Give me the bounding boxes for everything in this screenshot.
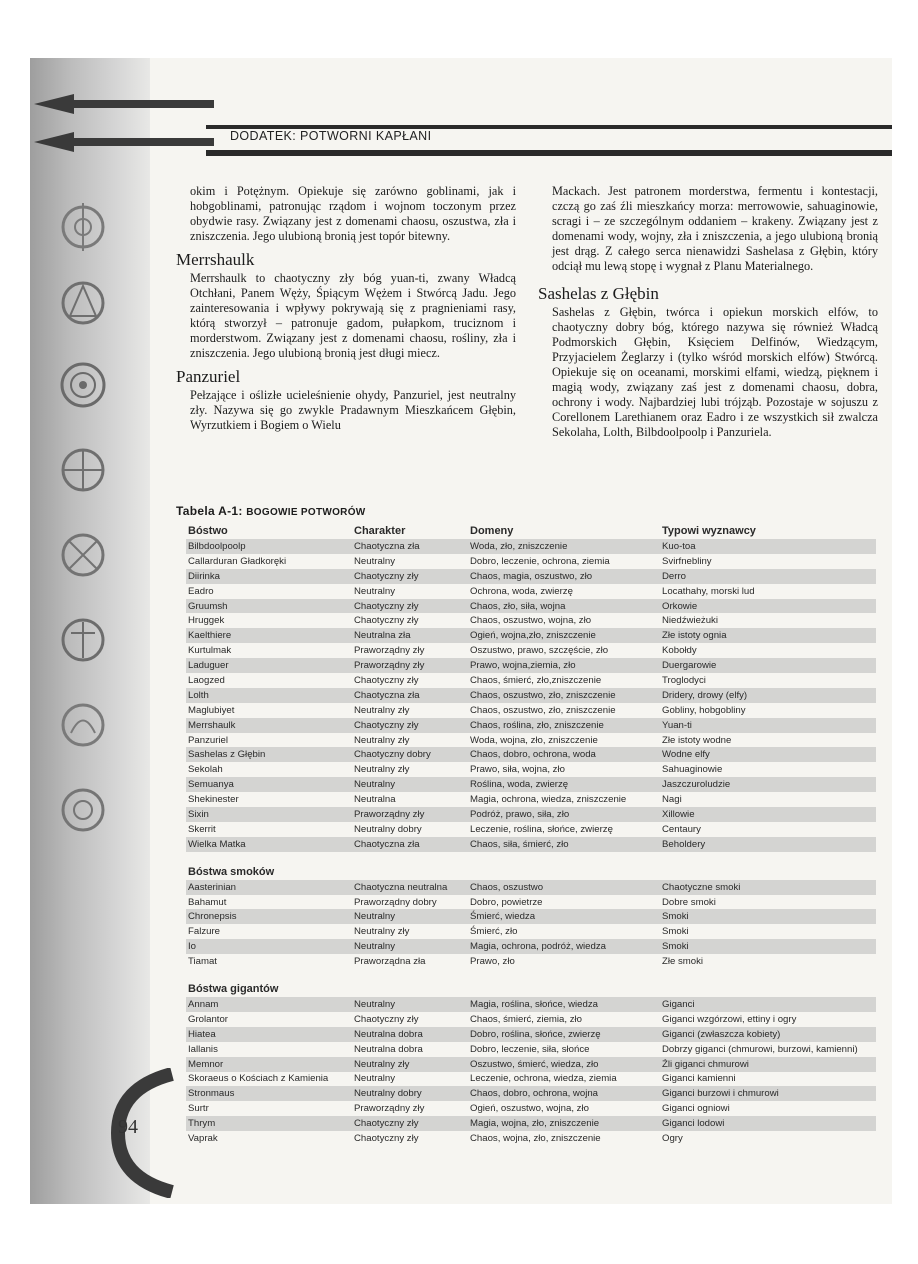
table-cell: Sekolah — [188, 764, 223, 776]
table-cell: Chaotyczna zła — [352, 539, 468, 554]
right-column — [538, 184, 878, 440]
table-cell: Maglubiyet — [188, 704, 235, 716]
table-cell: Skerrit — [188, 823, 216, 835]
table-cell: Vaprak — [188, 1133, 218, 1144]
table-cell: Gobliny, hobgobliny — [662, 704, 746, 716]
table-cell: Bilbdoolpoolp — [186, 539, 352, 554]
table-cell: Smoki — [660, 939, 876, 954]
table-cell: Magia, ochrona, wiedza, zniszczenie — [470, 794, 627, 806]
table-cell: Podróż, prawo, siła, zło — [468, 807, 660, 822]
table-cell: Roślina, woda, zwierzę — [468, 777, 660, 792]
table-cell: Chaotyczna zła — [352, 837, 468, 852]
table-cell: Chaos, zło, siła, wojna — [468, 599, 660, 614]
table-cell: Diirinka — [186, 569, 352, 584]
table-cell: Falzure — [188, 926, 220, 938]
table-cell: Sixin — [186, 807, 352, 822]
table-cell: Wielka Matka — [186, 837, 352, 852]
table-cell: Praworządny zły — [352, 807, 468, 822]
table-cell: Chaotyczny zły — [352, 1116, 468, 1131]
table-row — [186, 1057, 876, 1072]
table-cell: Troglodyci — [662, 674, 706, 686]
column-header: Domeny — [470, 525, 514, 537]
table-cell: Neutralny — [352, 997, 468, 1012]
column-header: Charakter — [354, 525, 406, 537]
table-cell: Skoraeus o Kościach z Kamienia — [188, 1073, 329, 1085]
table-cell: Chaotyczny zły — [354, 615, 419, 627]
holy-symbol-icon — [56, 698, 110, 752]
table-row — [186, 1072, 876, 1087]
table-cell: Złe smoki — [662, 956, 704, 968]
table-row — [186, 643, 876, 658]
table-cell: Dobrzy giganci (chmurowi, burzowi, kamienni) — [662, 1043, 858, 1055]
page-sheet — [30, 58, 892, 1204]
table-cell: Nagi — [662, 794, 682, 806]
table-cell: Stronmaus — [186, 1086, 352, 1101]
table-cell: Neutralny zły — [354, 704, 410, 716]
table-row — [186, 792, 876, 807]
column-header: Typowi wyznawcy — [662, 525, 756, 537]
table-cell: Kaelthiere — [186, 628, 352, 643]
table-cell: Laduguer — [186, 658, 352, 673]
table-title-prefix: Tabela A-1: — [176, 504, 247, 518]
table-cell: Ochrona, woda, zwierzę — [470, 585, 573, 597]
table-cell: Semuanya — [186, 777, 352, 792]
table-row — [186, 718, 876, 733]
column-header: Bóstwo — [188, 525, 228, 537]
table-row — [186, 1012, 876, 1027]
table-cell: Yuan-ti — [660, 718, 876, 733]
body-paragraph: Pełzające i oślizłe ucieleśnienie ohydy, Panzuriel, jest neutralny zły. Nazywa się go zwykle Pradawnym Mieszkańcem Głębin, Wyrzutkiem i Bogiem o Wielu — [190, 388, 516, 432]
table-section-row — [186, 852, 876, 880]
table-cell: Giganci kamienni — [662, 1073, 736, 1085]
table-row — [186, 924, 876, 939]
table-cell: Oszustwo, śmierć, wiedza, zło — [468, 1057, 660, 1072]
table-cell: Niedźwieżuki — [662, 615, 718, 627]
table-cell: Chaos, wojna, zło, zniszczenie — [470, 1133, 601, 1144]
section-heading: Merrshaulk — [176, 250, 255, 269]
table-cell: Śmierć, zło — [470, 926, 518, 938]
table-cell: Chaos, dobro, ochrona, woda — [468, 747, 660, 762]
table-cell: Magia, ochrona, podróż, wiedza — [468, 939, 660, 954]
table-cell: Chaotyczny zły — [352, 599, 468, 614]
table-cell: Centaury — [662, 823, 701, 835]
table-row — [186, 1101, 876, 1116]
table-row — [186, 822, 876, 837]
table-cell: Praworządny zły — [354, 645, 425, 657]
table-row — [186, 747, 876, 762]
header-rule-bottom — [206, 150, 892, 156]
table-cell: Derro — [660, 569, 876, 584]
table-cell: Sashelas z Głębin — [186, 747, 352, 762]
table-cell: Bahamut — [188, 896, 227, 908]
table-section-row — [186, 969, 876, 997]
table-cell: Chaotyczny dobry — [352, 747, 468, 762]
table-cell: Neutralny — [352, 939, 468, 954]
gods-table — [186, 523, 876, 1146]
table-row — [186, 673, 876, 688]
table-cell: Leczenie, ochrona, wiedza, ziemia — [470, 1073, 617, 1085]
table-cell: Neutralny dobry — [354, 823, 422, 835]
table-cell: Neutralny zły — [352, 1057, 468, 1072]
table-cell: Chaos, siła, śmierć, zło — [468, 837, 660, 852]
table-row — [186, 569, 876, 584]
table-cell: Giganci — [660, 997, 876, 1012]
table-cell: Grolantor — [188, 1013, 228, 1025]
table-cell: Chaotyczna neutralna — [352, 880, 468, 895]
table-cell: Prawo, siła, wojna, zło — [470, 764, 565, 776]
table-cell: Kobołdy — [662, 645, 697, 657]
table-cell: Chaos, oszustwo — [468, 880, 660, 895]
table-cell: Śmierć, wiedza — [468, 909, 660, 924]
table-row — [186, 954, 876, 969]
table-cell: Aasterinian — [186, 880, 352, 895]
table-cell: Chaotyczny zły — [354, 674, 419, 686]
table-cell: Chaos, śmierć, zło,zniszczenie — [470, 674, 602, 686]
holy-symbol-icon — [56, 200, 110, 254]
table-cell: Sahuaginowie — [662, 764, 723, 776]
table-cell: Prawo, zło — [470, 956, 515, 968]
table-cell: Chaos, oszustwo, zło, zniszczenie — [468, 688, 660, 703]
table-row — [186, 1027, 876, 1042]
table-cell: Praworządna zła — [354, 956, 426, 968]
holy-symbol-icon — [56, 443, 110, 497]
table-cell: Chaos, roślina, zło, zniszczenie — [468, 718, 660, 733]
table-row — [186, 880, 876, 895]
table-row — [186, 895, 876, 910]
table-cell: Tiamat — [188, 956, 217, 968]
table-row — [186, 939, 876, 954]
table-cell: Hiatea — [186, 1027, 352, 1042]
table-cell: Dobre smoki — [662, 896, 716, 908]
arrow-ornament-icon — [34, 94, 214, 154]
table-cell: Neutralny — [354, 555, 396, 567]
table-cell: Dobro, roślina, słońce, zwierzę — [468, 1027, 660, 1042]
table-row — [186, 658, 876, 673]
table-cell: Praworządny zły — [354, 1103, 425, 1115]
page-number: 94 — [118, 1116, 138, 1138]
table-cell: Złe istoty wodne — [662, 734, 732, 746]
body-paragraph: Merrshaulk to chaotyczny zły bóg yuan-ti, zwany Władcą Otchłani, Panem Węży, Śpiącym Wężem i Stwórcą Jadu. Jego zainteresowania i wpływy pokrywają się z pragnieniami rasy, którą stworzył – patronuje gadom, pułapkom, truciznom i morderstwom. Związany jest z domenami chaosu, rośliny, zła i zniszczenia. Jego ulubioną bronią jest długi miecz. — [190, 271, 516, 360]
table-cell: Chaotyczne smoki — [660, 880, 876, 895]
table-cell: Neutralny — [354, 585, 396, 597]
table-cell: Neutralny zły — [354, 734, 410, 746]
table-cell: Xillowie — [660, 807, 876, 822]
table-cell: Magia, wojna, zło, zniszczenie — [468, 1116, 660, 1131]
table-cell: Kuo-toa — [660, 539, 876, 554]
table-cell: Iallanis — [188, 1043, 218, 1055]
table-cell: Chaos, oszustwo, wojna, zło — [470, 615, 592, 627]
table-cell: Locathahy, morski lud — [662, 585, 755, 597]
table-cell: Neutralny — [352, 777, 468, 792]
table-cell: Woda, zło, zniszczenie — [468, 539, 660, 554]
table-cell: Laogzed — [188, 674, 225, 686]
table-cell: Hruggek — [188, 615, 225, 627]
table-row — [186, 837, 876, 852]
table-cell: Callarduran Gładkoręki — [188, 555, 287, 567]
table-cell: Neutralna — [354, 794, 396, 806]
table-cell: Svirfnebliny — [662, 555, 712, 567]
table-cell: Magia, roślina, słońce, wiedza — [468, 997, 660, 1012]
holy-symbol-icon — [56, 783, 110, 837]
table-cell: Chaotyczny zły — [354, 1133, 419, 1144]
table-cell: Neutralna dobra — [352, 1027, 468, 1042]
table-cell: Neutralny dobry — [352, 1086, 468, 1101]
table-cell: Giganci burzowi i chmurowi — [660, 1086, 876, 1101]
table-cell: Neutralny — [352, 909, 468, 924]
table-cell: Neutralny zły — [354, 764, 410, 776]
table-cell: Chaotyczna zła — [352, 688, 468, 703]
table-cell: Giganci (zwłaszcza kobiety) — [660, 1027, 876, 1042]
table-row — [186, 807, 876, 822]
table-cell: Giganci wzgórzowi, ettiny i ogry — [662, 1013, 797, 1025]
table-cell: Praworządny zły — [352, 658, 468, 673]
table-cell: Neutralny zły — [354, 926, 410, 938]
table-cell: Eadro — [188, 585, 214, 597]
table-row — [186, 539, 876, 554]
table-cell: Giganci ogniowi — [662, 1103, 730, 1115]
table-cell: Smoki — [662, 926, 689, 938]
table-row — [186, 909, 876, 924]
holy-symbol-icon — [56, 528, 110, 582]
table-cell: Ogień, wojna,zło, zniszczenie — [468, 628, 660, 643]
table-row — [186, 1116, 876, 1131]
table-cell: Dobro, leczenie, siła, słońce — [470, 1043, 590, 1055]
table-cell: Lolth — [186, 688, 352, 703]
table-cell: Io — [186, 939, 352, 954]
table-cell: Wodne elfy — [660, 747, 876, 762]
section-heading: Panzuriel — [176, 367, 241, 386]
table-cell: Chaos, magia, oszustwo, zło — [468, 569, 660, 584]
table-cell: Memnor — [186, 1057, 352, 1072]
table-row — [186, 1131, 876, 1146]
table-cell: Chaotyczny zły — [352, 718, 468, 733]
table-cell: Neutralna dobra — [354, 1043, 423, 1055]
body-paragraph: Sashelas z Głębin, twórca i opiekun morskich elfów, to chaotyczny dobry bóg, którego nazywa się również Władcą Podmorskich Głębin, Księciem Delfinów, Wiedzącym, Przyjacielem Żeglarzy i (tylko wśród morskich elfów) Stwórcą. Opiekuje się on oceanami, morskimi elfami, wiedzą, pięknem i magią wody, związany zaś jest z domenami chaosu, dobra, ochrony i wody. Najbardziej lubi trójząb. Pozostaje w sojuszu z Corellonem Larethianem oraz Eadro i ze wszystkich sił zwalcza Sekolaha, Lolth, Bilbdoolpoolp i Panzuriela. — [552, 305, 878, 439]
table-cell: Surtr — [188, 1103, 209, 1115]
table-cell: Dobro, leczenie, ochrona, ziemia — [470, 555, 610, 567]
holy-symbol-icon — [56, 276, 110, 330]
table-cell: Chaotyczny zły — [352, 569, 468, 584]
body-paragraph: okim i Potężnym. Opiekuje się zarówno goblinami, jak i hobgoblinami, patronując rządom i wojnom toczonym przez obydwie rasy. Związany jest z domenami chaosu, oszustwa, zła i zniszczenia. Jego ulubioną bronią jest topór bitewny. — [190, 184, 516, 243]
table-cell: Chaos, oszustwo, zło, zniszczenie — [470, 704, 616, 716]
table-cell: Chaos, dobro, ochrona, wojna — [468, 1086, 660, 1101]
table-cell: Oszustwo, prawo, szczęście, zło — [470, 645, 609, 657]
table-cell: Leczenie, roślina, słońce, zwierzę — [470, 823, 613, 835]
table-cell: Źli giganci chmurowi — [660, 1057, 876, 1072]
table-cell: Ogry — [662, 1133, 683, 1144]
table-cell: Praworządny dobry — [354, 896, 437, 908]
table-title-main: BOGOWIE POTWORÓW — [246, 507, 366, 518]
table-row — [186, 997, 876, 1012]
table-section-heading: Bóstwa smoków — [188, 865, 275, 878]
table-row — [186, 762, 876, 777]
table-row — [186, 777, 876, 792]
table-cell: Beholdery — [660, 837, 876, 852]
table-section-heading: Bóstwa gigantów — [188, 983, 279, 996]
table-cell: Panzuriel — [188, 734, 228, 746]
table-cell: Annam — [186, 997, 352, 1012]
table-cell: Jaszczuroludzie — [660, 777, 876, 792]
body-paragraph: Mackach. Jest patronem morderstwa, fermentu i kontestacji, czczą go zaś źli mieszkańcy morza: merrowowie, sahuaginowie, scragi i – ze szczególnym oddaniem – krakeny. Związany jest z domenami wody, wojny, zła i zniszczenia, a jego ulubioną bronią jest drąg. Z całego serca nienawidzi Sashelasa z Głębin, który odciął mu lewą stopę i wygnał z Planu Materialnego. — [552, 184, 878, 273]
table-cell: Woda, wojna, zło, zniszczenie — [470, 734, 598, 746]
section-heading: Sashelas z Głębin — [538, 284, 659, 303]
table-cell: Duergarowie — [660, 658, 876, 673]
table-row — [186, 613, 876, 628]
table-cell: Prawo, wojna,ziemia, zło — [468, 658, 660, 673]
table-cell: Neutralna zła — [352, 628, 468, 643]
holy-symbol-icon — [56, 358, 110, 412]
decorative-margin-strip — [30, 58, 150, 1204]
table-row — [186, 628, 876, 643]
table-row — [186, 1042, 876, 1057]
table-cell: Merrshaulk — [186, 718, 352, 733]
table-row — [186, 554, 876, 569]
left-column — [176, 184, 516, 433]
table-cell: Chronepsis — [186, 909, 352, 924]
table-cell: Neutralny — [354, 1073, 396, 1085]
table-title — [176, 504, 366, 518]
table-row — [186, 703, 876, 718]
table-cell: Kurtulmak — [188, 645, 232, 657]
table-cell: Thrym — [186, 1116, 352, 1131]
holy-symbol-icon — [56, 613, 110, 667]
table-cell: Ogień, oszustwo, wojna, zło — [470, 1103, 589, 1115]
table-cell: Giganci lodowi — [660, 1116, 876, 1131]
table-cell: Orkowie — [660, 599, 876, 614]
table-cell: Złe istoty ognia — [660, 628, 876, 643]
table-cell: Chaos, śmierć, ziemia, zło — [470, 1013, 582, 1025]
table-row — [186, 688, 876, 703]
table-cell: Dridery, drowy (elfy) — [660, 688, 876, 703]
table-header-row — [186, 523, 876, 539]
table-cell: Smoki — [660, 909, 876, 924]
table-cell: Dobro, powietrze — [470, 896, 543, 908]
table-cell: Gruumsh — [186, 599, 352, 614]
table-row — [186, 733, 876, 748]
table-row — [186, 599, 876, 614]
table-row — [186, 584, 876, 599]
running-header: DODATEK: POTWORNI KAPŁANI — [230, 129, 432, 143]
table-cell: Chaotyczny zły — [354, 1013, 419, 1025]
table-row — [186, 1086, 876, 1101]
table-cell: Shekinester — [188, 794, 239, 806]
